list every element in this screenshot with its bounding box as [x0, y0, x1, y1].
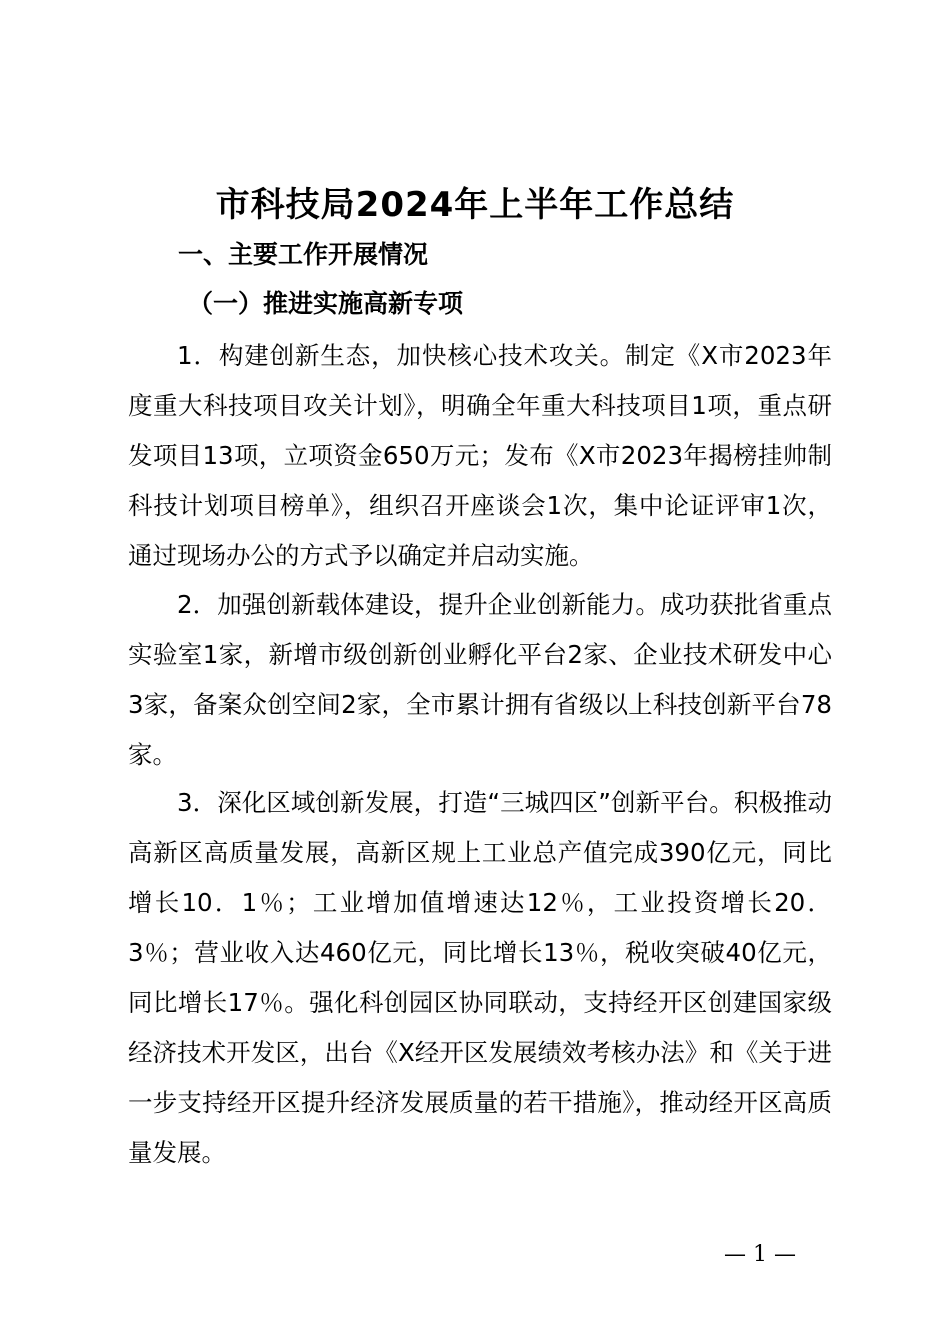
paragraph-2: 2．加强创新载体建设，提升企业创新能力。成功获批省重点实验室1家，新增市级创新创业孵化平台2家、企业技术研发中心3家，备案众创空间2家，全市累计拥有省级以上科技创新平台78家。	[128, 590, 832, 769]
page-number: — 1 —	[724, 1242, 796, 1267]
paragraph-1: 1．构建创新生态，加快核心技术攻关。制定《X市2023年度重大科技项目攻关计划》，明确全年重大科技项目1项，重点研发项目13项，立项资金650万元；发布《X市2023年揭榜挂帅制科技计划项目榜单》，组织召开座谈会1次，集中论证评审1次，通过现场办公的方式予以确定并启动实施。	[128, 341, 832, 570]
document-title: 市科技局2024年上半年工作总结	[215, 185, 735, 225]
subsection-heading: （一）推进实施高新专项	[188, 289, 464, 318]
section-heading: 一、主要工作开展情况	[178, 240, 429, 269]
paragraph-3: 3．深化区域创新发展，打造“三城四区”创新平台。积极推动高新区高质量发展，高新区规上工业总产值完成390亿元，同比增长10．1％；工业增加值增速达12％，工业投资增长20．3％；营业收入达460亿元，同比增长13％，税收突破40亿元，同比增长17％。强化科创园区协同联动，支持经开区创建国家级经济技术开发区，出台《X经开区发展绩效考核办法》和《关于进一步支持经开区提升经济发展质量的若干措施》，推动经开区高质量发展。	[128, 788, 832, 1167]
